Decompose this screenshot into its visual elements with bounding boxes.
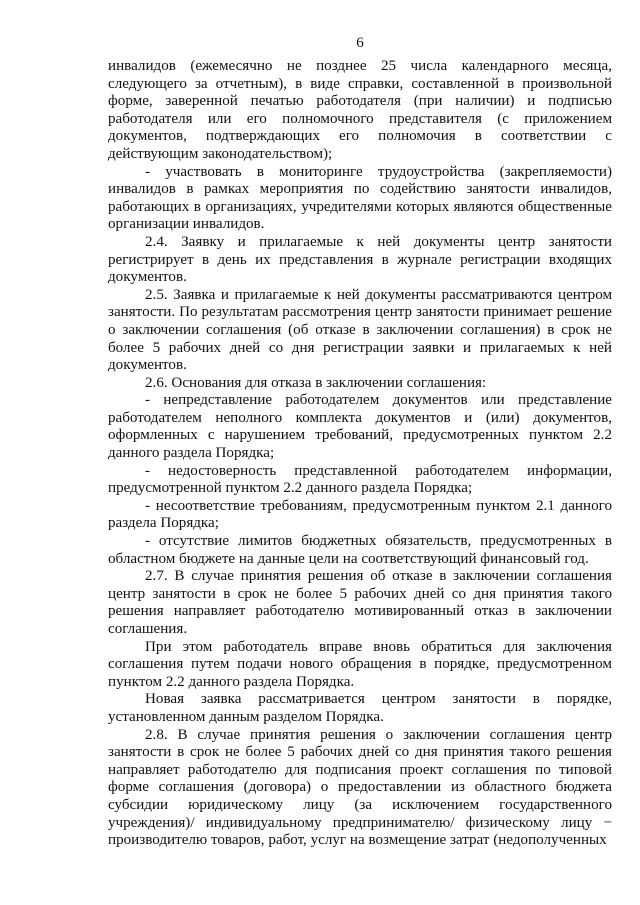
paragraph-list-item-noncompliance: - несоответствие требованиям, предусмотренным пунктом 2.1 данного раздела Порядка;: [108, 497, 612, 532]
paragraph-clause-2-4: 2.4. Заявку и прилагаемые к ней документы центр занятости регистрирует в день их представления в журнале регистрации входящих документов.: [108, 233, 612, 286]
page-number: 6: [356, 35, 364, 51]
paragraph-clause-2-7: 2.7. В случае принятия решения об отказе в заключении соглашения центр занятости в срок не более 5 рабочих дней со дня принятия такого решения направляет работодателю мотивированный отказ в заключении соглашения.: [108, 568, 612, 637]
paragraph-list-item-unreliable-info: - недостоверность представленной работодателем информации, предусмотренной пунктом 2.2 данного раздела Порядка;: [108, 462, 612, 497]
paragraph-clause-2-5: 2.5. Заявка и прилагаемые к ней документы рассматриваются центром занятости. По результатам рассмотрения центр занятости принимает решение о заключении соглашения (об отказе в заключении соглашения) в срок не более 5 рабочих дней со дня регистрации заявки и прилагаемых к ней документов.: [108, 286, 612, 374]
paragraph-continuation: инвалидов (ежемесячно не позднее 25 числа календарного месяца, следующего за отчетным), в виде справки, составленной в произвольной форме, заверенной печатью работодателя (при наличии) и подписью работодателя или его полномочного представителя (с приложением документов, подтверждающих его полномочия в соответствии с действующим законодательством);: [108, 58, 612, 162]
paragraph-list-item-monitoring: - участвовать в мониторинге трудоустройства (закрепляемости) инвалидов в рамках мероприятия по содействию занятости инвалидов, работающих в организациях, учредителями которых являются общественные организации инвалидов.: [108, 163, 612, 233]
paragraph-clause-2-6: 2.6. Основания для отказа в заключении соглашения:: [145, 374, 487, 391]
document-page: [108, 34, 612, 850]
paragraph-list-item-incomplete-docs: - непредставление работодателем документов или представление работодателем неполного комплекта документов и (или) документов, оформленных с нарушением требований, предусмотренных пунктом 2.2 данного раздела Порядка;: [108, 392, 612, 462]
document-body: [108, 58, 612, 850]
paragraph-new-application: Новая заявка рассматривается центром занятости в порядке, установленном данным разделом Порядка.: [108, 691, 612, 725]
paragraph-clause-2-8: 2.8. В случае принятия решения о заключении соглашения центр занятости в срок не более 5 рабочих дней со дня принятия такого решения направляет работодателю для подписания проект соглашения по типовой форме соглашения (договора) о предоставлении из областного бюджета субсидии юридическому лицу (за исключением государственного учреждения)/ индивидуальному предпринимателю/ физическому лицу − производителю товаров, работ, услуг на возмещение затрат (недополученных: [108, 726, 612, 849]
paragraph-reapply: При этом работодатель вправе вновь обратиться для заключения соглашения путем подачи нового обращения в порядке, предусмотренном пунктом 2.2 данного раздела Порядка.: [108, 638, 612, 690]
paragraph-list-item-no-limits: - отсутствие лимитов бюджетных обязательств, предусмотренных в областном бюджете на данные цели на соответствующий финансовый год.: [108, 533, 612, 567]
